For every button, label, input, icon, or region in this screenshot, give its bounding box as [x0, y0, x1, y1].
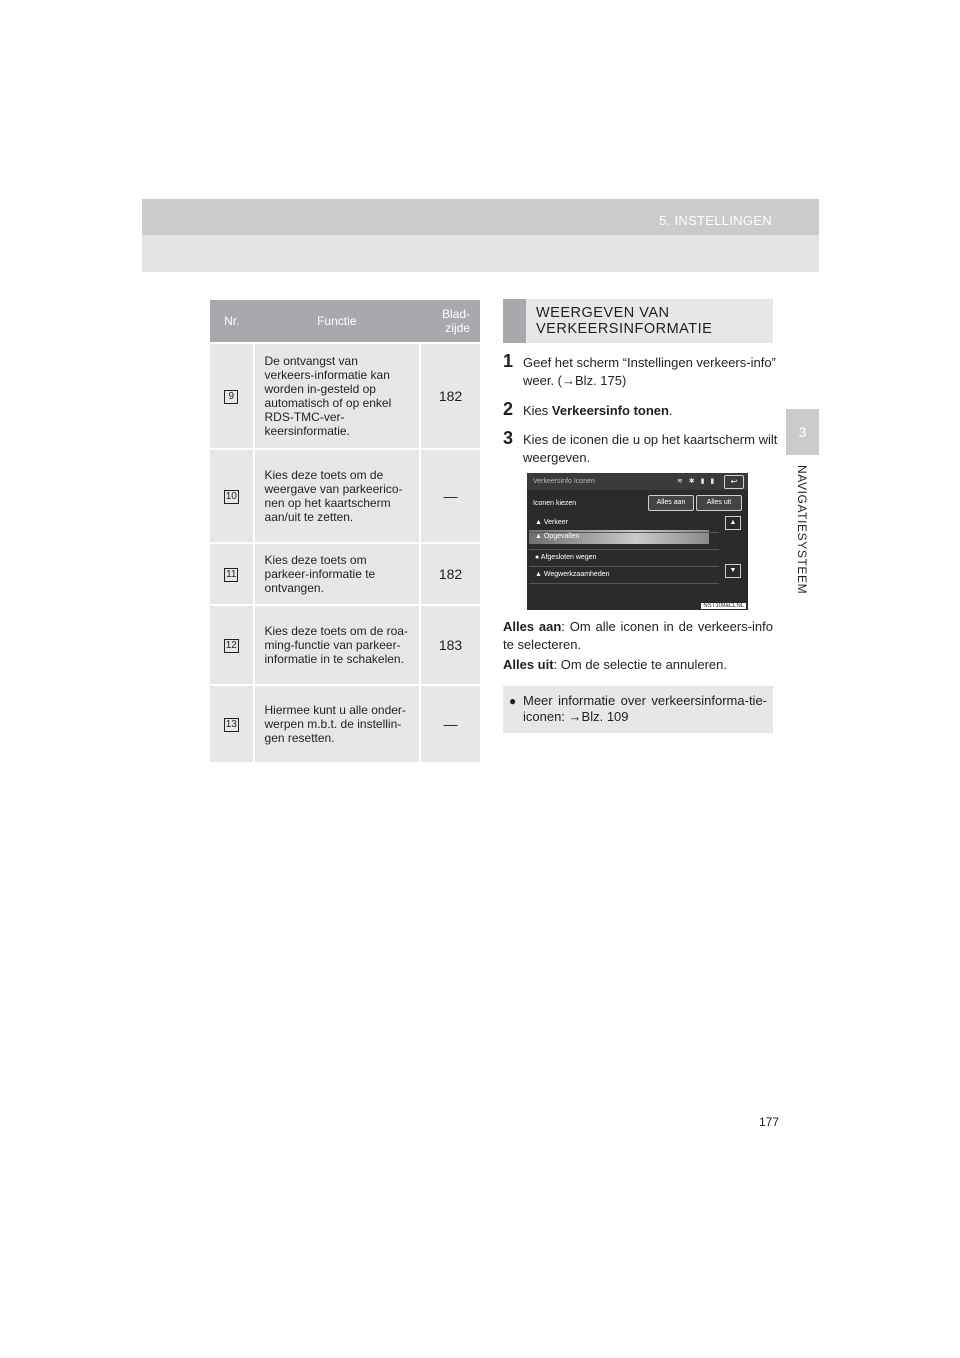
row-page: 183 — [420, 605, 480, 685]
all-off-button[interactable]: Alles uit — [696, 495, 742, 511]
list-item-label: Verkeer — [543, 519, 568, 526]
row-page: 182 — [420, 543, 480, 605]
row-function: De ontvangst van verkeers-informatie kan worden in-gesteld op automatisch of op enkel RDS-TMC-ver-keersinformatie. — [254, 343, 420, 449]
section-title — [536, 305, 712, 337]
note-text: Meer informatie over verkeersinforma-tie-iconen: →Blz. 109 — [523, 693, 767, 724]
step-number: 1 — [503, 351, 514, 371]
explain-term: Alles aan — [503, 619, 562, 634]
chapter-label: NAVIGATIESYSTEEM — [795, 465, 809, 595]
boxed-number: 13 — [225, 719, 237, 730]
page-number: 177 — [759, 1115, 780, 1129]
section-title-line2: VERKEERSINFORMATIE — [536, 321, 713, 337]
info-note — [503, 686, 773, 733]
explain-all-on — [503, 618, 773, 654]
back-icon[interactable]: ↩ — [724, 475, 744, 489]
step-2 — [503, 399, 778, 420]
scroll-up-icon[interactable]: ▲ — [725, 516, 741, 530]
list-item[interactable]: ▲ Verkeer — [535, 519, 568, 526]
list-item[interactable]: ▲ Wegwerkzaamheden — [535, 571, 610, 578]
boxed-number: 11 — [226, 569, 237, 580]
table-row — [210, 343, 480, 449]
step-number: 2 — [503, 399, 514, 419]
explain-text: : Om de selectie te annuleren. — [553, 657, 728, 672]
function-table — [210, 300, 480, 762]
list-item-label: Afgesloten wegen — [540, 554, 597, 561]
header-subband — [142, 235, 819, 272]
row-function: Kies deze toets om de weergave van parkeerico-nen op het kaartscherm aan/uit te zetten. — [254, 449, 420, 543]
row-function: Hiermee kunt u alle onder-werpen m.b.t. de instellin-gen resetten. — [254, 685, 420, 762]
row-page: 182 — [420, 343, 480, 449]
explain-all-off — [503, 656, 773, 674]
boxed-number: 9 — [224, 390, 238, 404]
list-item[interactable]: ● Afgesloten wegen — [535, 554, 597, 561]
table-row — [210, 605, 480, 685]
section-header: 5. INSTELLINGEN — [659, 213, 772, 228]
table-row — [210, 685, 480, 762]
step-1 — [503, 351, 778, 390]
table-row — [210, 449, 480, 543]
step-3 — [503, 428, 778, 467]
row-function: Kies deze toets om parkeer-informatie te ontvangen. — [254, 543, 420, 605]
step-bold-label: Verkeersinfo tonen — [551, 403, 669, 418]
chapter-tab — [786, 409, 819, 455]
step-text: Kies de iconen die u op het kaartscherm wilt weergeven. — [523, 432, 778, 465]
row-page: — — [420, 449, 480, 543]
section-heading — [503, 299, 773, 343]
col-functie: Functie — [254, 300, 420, 343]
all-on-button[interactable]: Alles aan — [648, 495, 694, 511]
row-number — [210, 343, 254, 449]
row-number — [210, 685, 254, 762]
divider — [529, 583, 719, 584]
explain-term: Alles uit — [503, 657, 554, 672]
table-row — [210, 543, 480, 605]
row-number — [210, 543, 254, 605]
row-number — [210, 449, 254, 543]
step-text: Geef het scherm “Instellingen verkeers-info” weer. (→Blz. 175) — [523, 355, 776, 388]
step-text-pre: Kies — [523, 403, 552, 418]
section-heading-bar — [503, 299, 526, 343]
screen-screenshot — [527, 473, 748, 610]
step-text — [503, 399, 778, 420]
row-page: — — [420, 685, 480, 762]
status-icons: ≋ ✱ ▮ ▮ — [677, 478, 717, 485]
section-title-line1: WEERGEVEN VAN — [536, 305, 670, 321]
screen-title: Verkeersinfo Iconen — [527, 473, 748, 490]
col-nr: Nr. — [210, 300, 254, 343]
step-number: 3 — [503, 428, 514, 448]
boxed-number: 10 — [225, 491, 237, 502]
image-code: NST109aCLNL — [703, 603, 744, 609]
col-blad-2: zijde — [445, 321, 470, 335]
divider — [529, 566, 719, 567]
row-function: Kies deze toets om de roa-ming-functie van parkeer-informatie in te schakelen. — [254, 605, 420, 685]
chapter-number: 3 — [798, 424, 807, 440]
list-item-label: Wegwerkzaamheden — [543, 571, 610, 578]
screen-subtitle: Iconen kiezen — [533, 500, 577, 507]
scroll-down-icon[interactable]: ▼ — [725, 564, 741, 578]
col-blad-1: Blad- — [441, 307, 470, 321]
table-header — [210, 300, 480, 343]
step-text-post: . — [668, 403, 673, 418]
divider — [529, 549, 719, 550]
list-item[interactable]: ▲ Opgevallen — [535, 533, 580, 540]
row-number — [210, 605, 254, 685]
col-bladzijde — [420, 300, 480, 343]
bullet-icon: ● — [509, 694, 517, 708]
boxed-number: 12 — [225, 640, 237, 651]
explain-text: : Om alle iconen in de verkeers-info te selecteren. — [503, 619, 773, 652]
list-item-label: Opgevallen — [543, 533, 580, 540]
